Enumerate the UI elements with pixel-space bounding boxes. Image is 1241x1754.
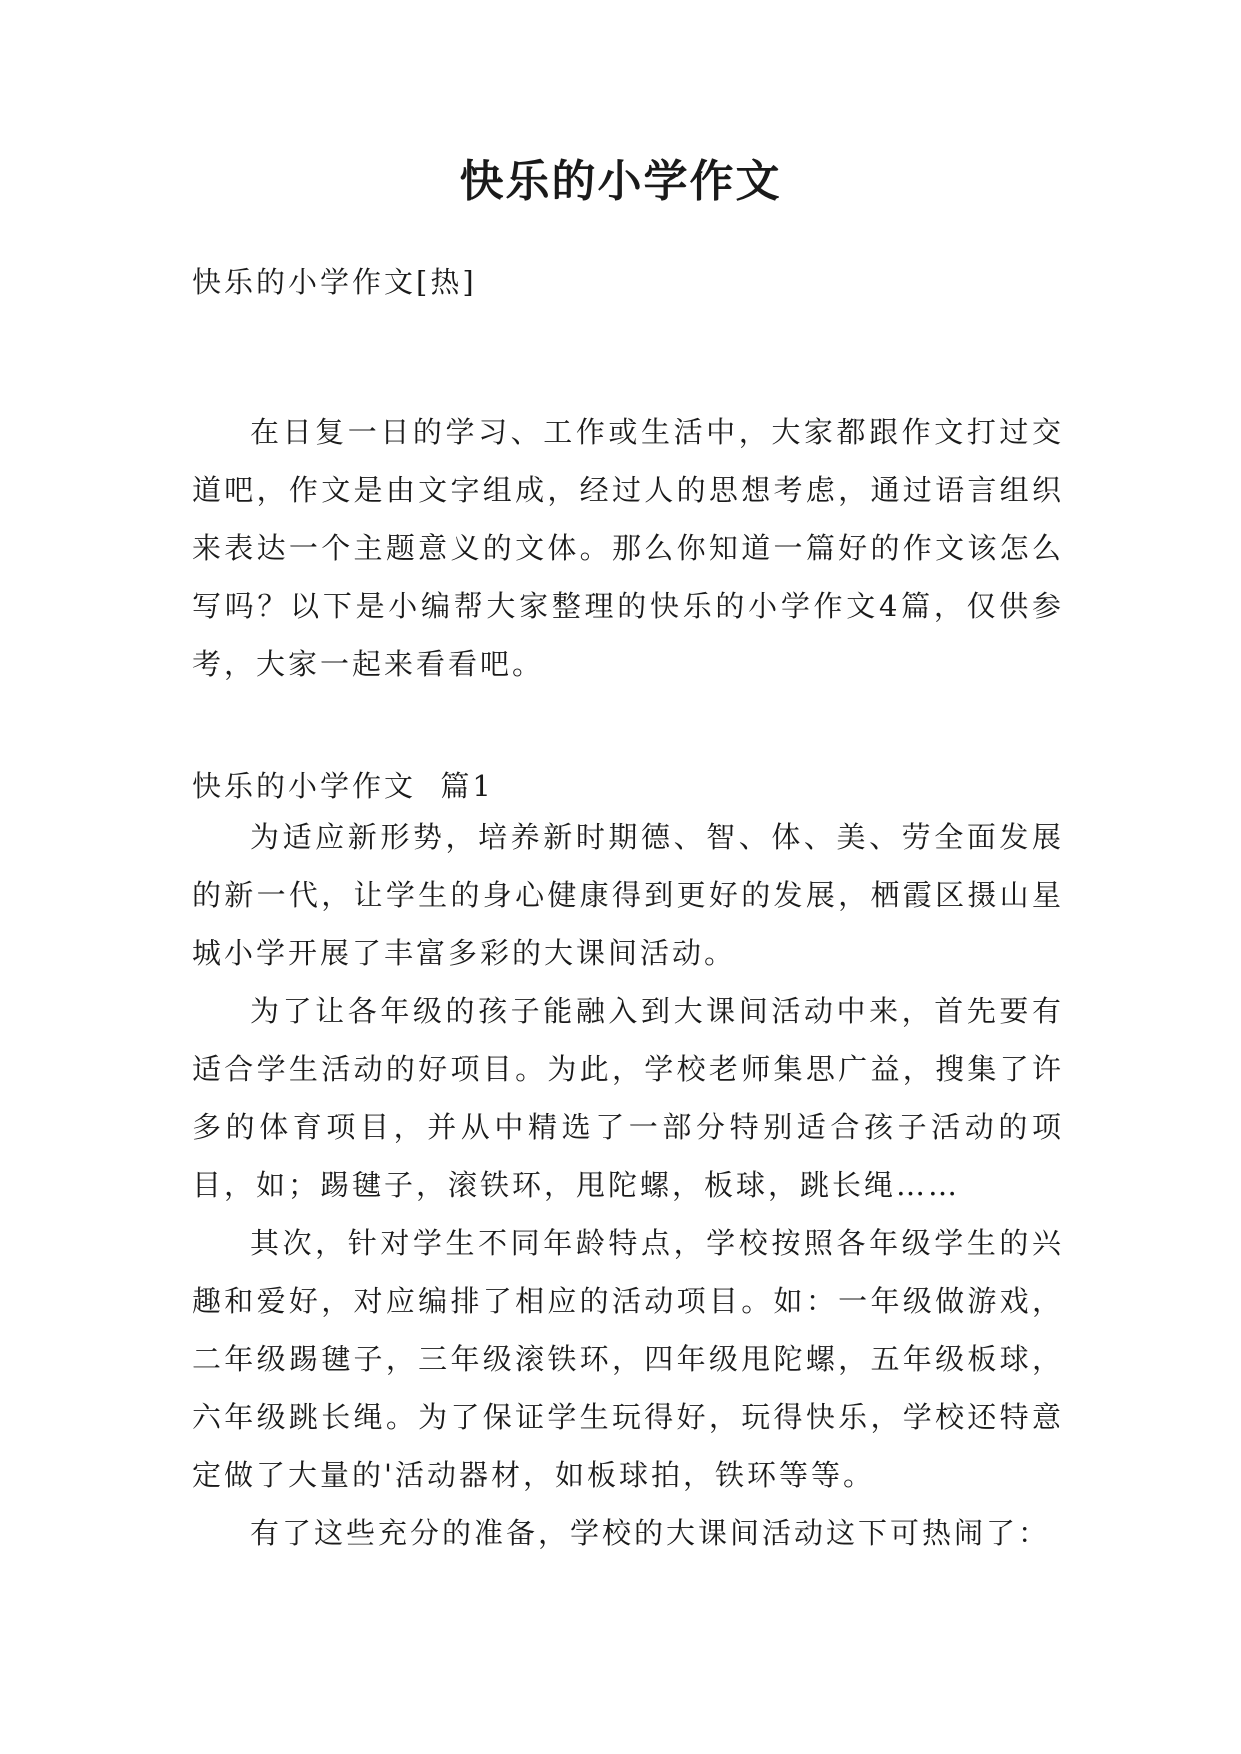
section-paragraph-2: 为了让各年级的孩子能融入到大课间活动中来，首先要有适合学生活动的好项目。为此，学校老师集思广益，搜集了许多的体育项目，并从中精选了一部分特别适合孩子活动的项目，如；踢毽子，滚铁环，甩陀螺，板球，跳长绳…… — [192, 994, 1064, 1202]
section-paragraph-4: 有了这些充分的准备，学校的大课间活动这下可热闹了： — [250, 1516, 1051, 1550]
intro-block — [192, 403, 1064, 693]
section-heading: 快乐的小学作文 篇1 — [192, 769, 494, 803]
section-paragraph-3: 其次，针对学生不同年龄特点，学校按照各年级学生的兴趣和爱好，对应编排了相应的活动项目。如：一年级做游戏，二年级踢毽子，三年级滚铁环，四年级甩陀螺，五年级板球，六年级跳长绳。为了保证学生玩得好，玩得快乐，学校还特意定做了大量的'活动器材，如板球拍，铁环等等。 — [192, 1226, 1064, 1492]
document-title: 快乐的小学作文 — [459, 156, 782, 207]
section-body — [192, 808, 1064, 1562]
section-paragraph-1: 为适应新形势，培养新时期德、智、体、美、劳全面发展的新一代，让学生的身心健康得到更好的发展，栖霞区摄山星城小学开展了丰富多彩的大课间活动。 — [192, 820, 1064, 970]
document-subtitle: 快乐的小学作文[热] — [192, 265, 477, 299]
intro-paragraph: 在日复一日的学习、工作或生活中，大家都跟作文打过交道吧，作文是由文字组成，经过人的思想考虑，通过语言组织来表达一个主题意义的文体。那么你知道一篇好的作文该怎么写吗？以下是小编帮大家整理的快乐的小学作文4篇，仅供参考，大家一起来看看吧。 — [192, 415, 1064, 681]
